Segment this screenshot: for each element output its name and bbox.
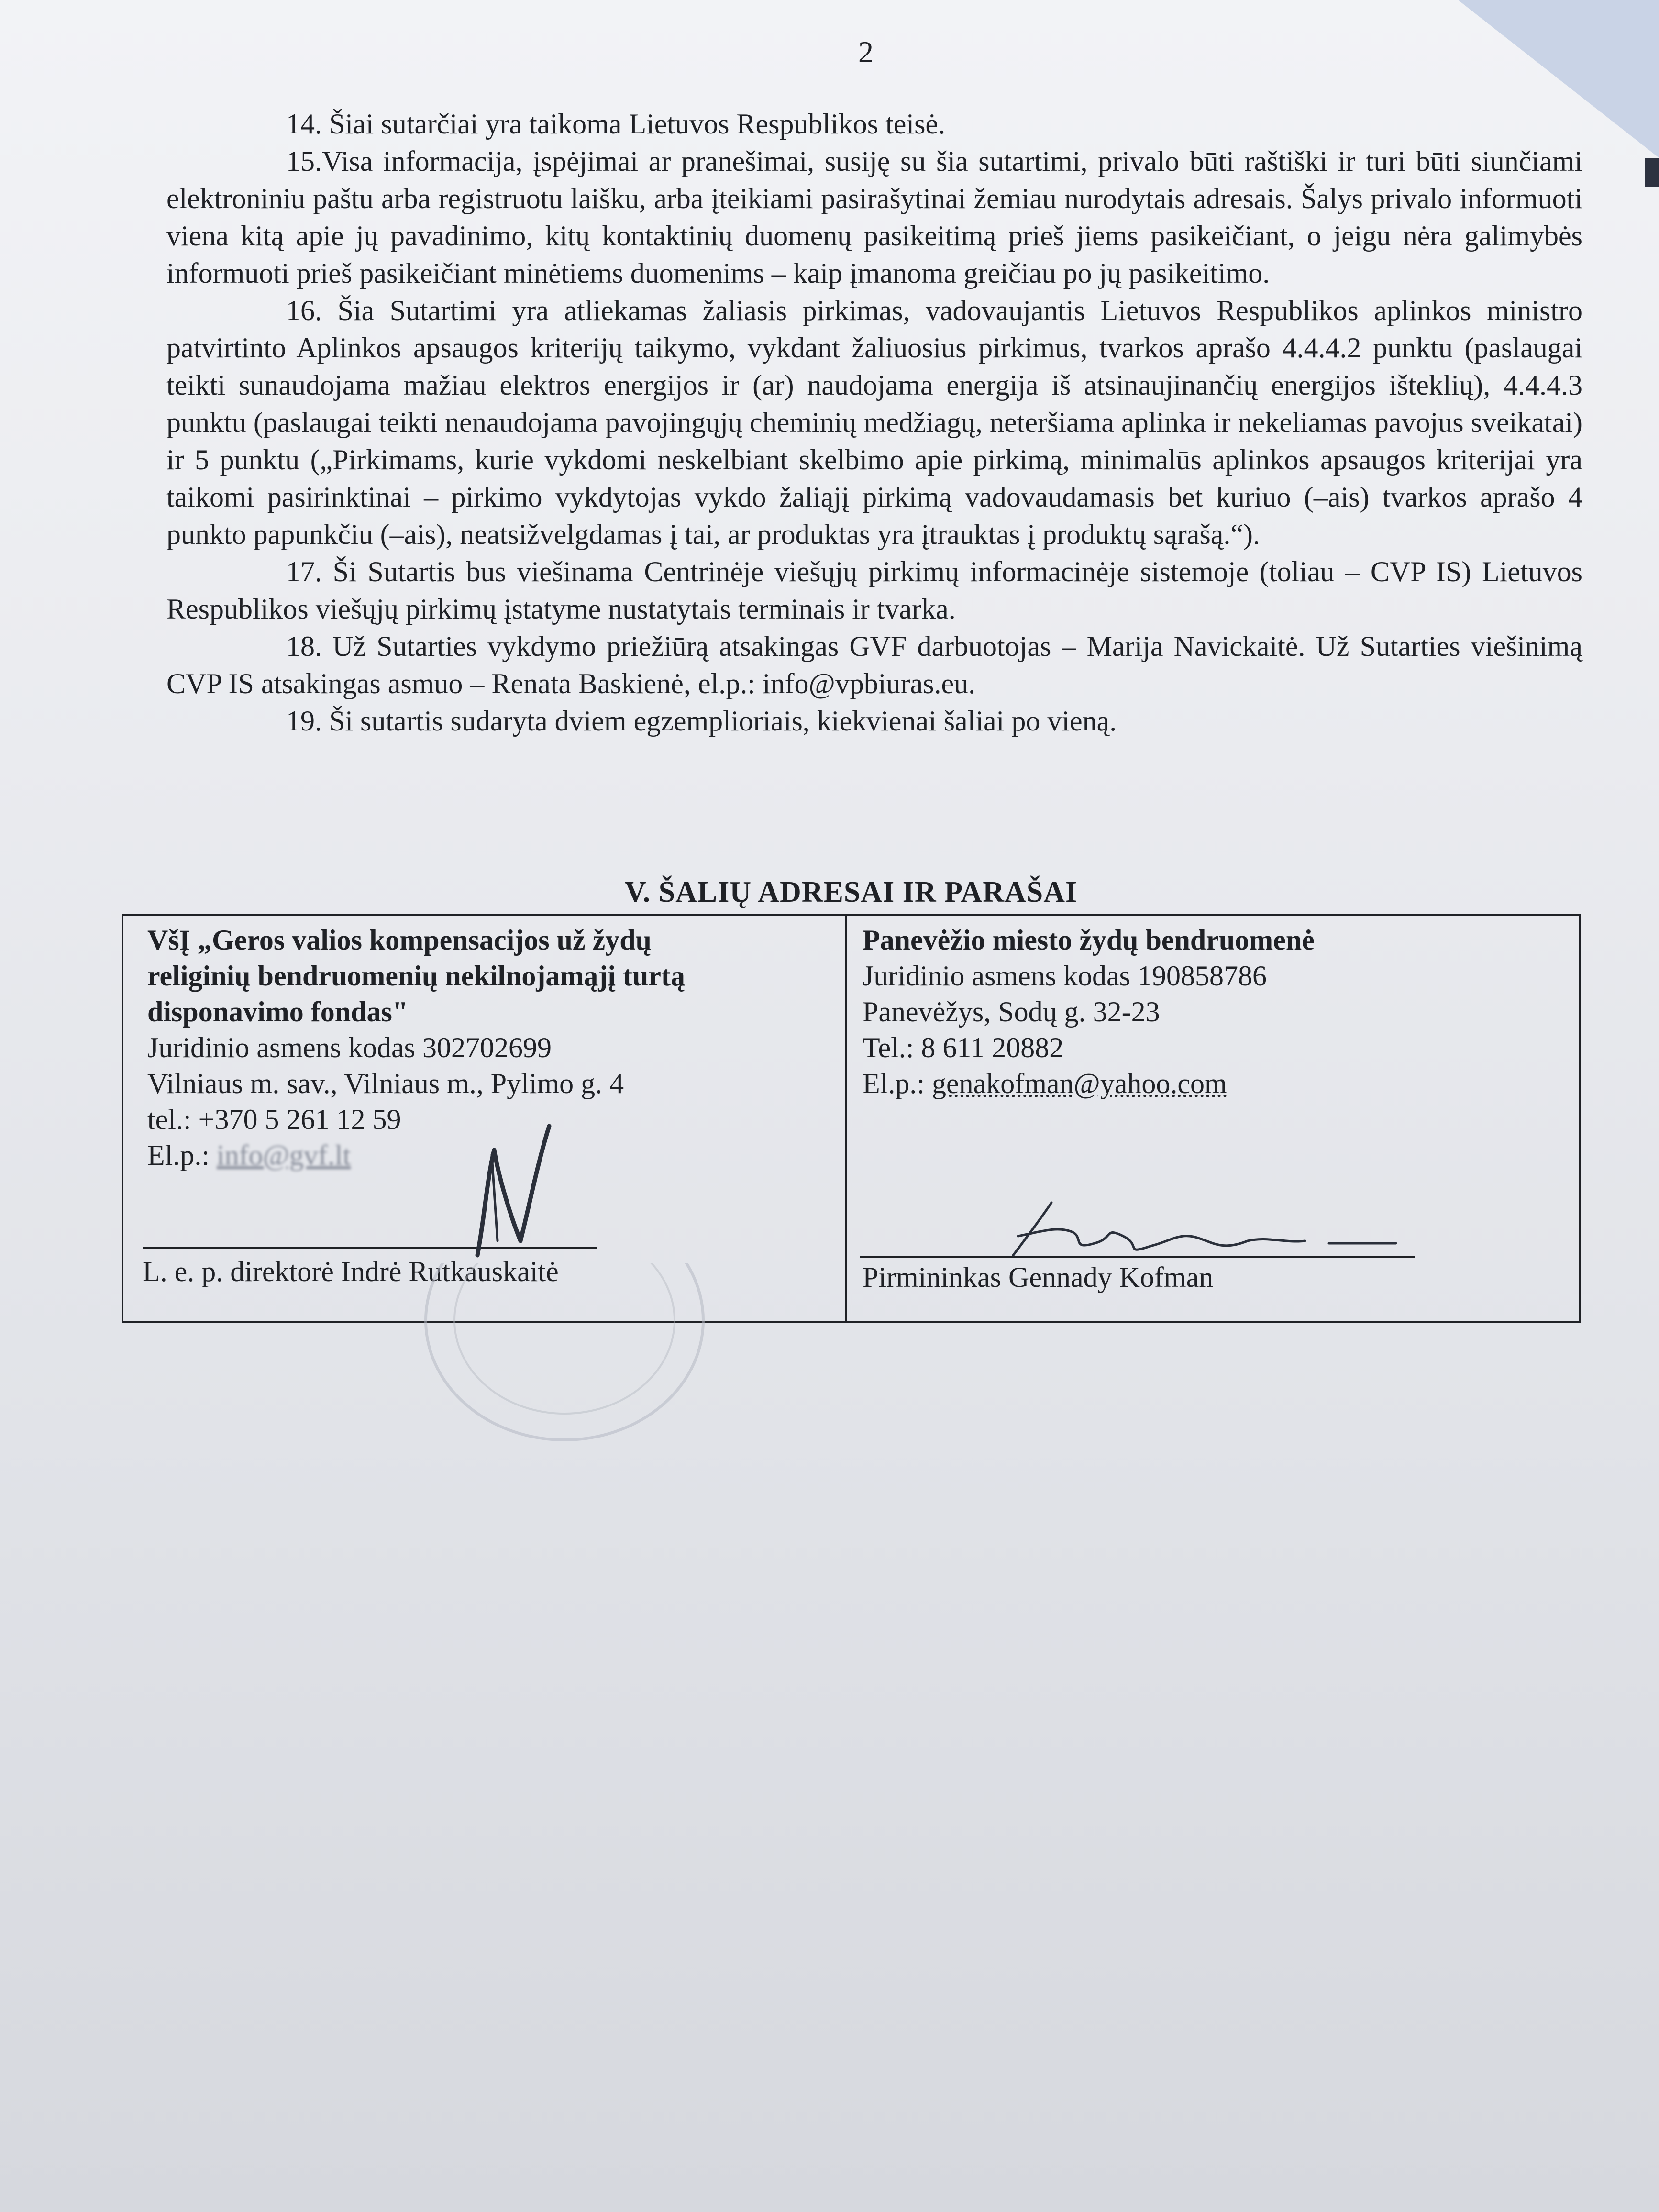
page-edge-shadow [1645, 158, 1659, 187]
faint-stamp [392, 1263, 737, 1464]
contract-clauses [166, 105, 1582, 740]
left-signatory: L. e. p. direktorė Indrė Rutkauskaitė [143, 1256, 559, 1287]
page-number: 2 [858, 35, 874, 69]
clause-16: 16. Šia Sutartimi yra atliekamas žaliasis pirkimas, vadovaujantis Lietuvos Respublikos aplinkos ministro patvirtinto Aplinkos apsaugos kriterijų taikymo, vykdant žaliuosius pirkimus, tvarkos aprašo 4.4.4.2 punktu (paslaugai teikti sunaudojama mažiau elektros energijos ir (ar) naudojama energija iš atsinaujinančių energijos išteklių), 4.4.4.3 punktu (paslaugai teikti nenaudojama pavojingųjų cheminių medžiagų, neteršiama aplinka ir nekeliamas pavojus sveikatai) ir 5 punktu („Pirkimams, kurie vykdomi neskelbiant skelbimo apie pirkimą, minimalūs aplinkos apsaugos kriterijai yra taikomi pasirinktinai – pirkimo vykdytojas vykdo žaliąjį pirkimą vadovaudamasis bet kuriuo (–ais) tvarkos aprašo 4 punkto papunkčiu (–ais), neatsižvelgdamas į tai, ar produktas yra įtrauktas į produktų sąrašą.“). [166, 295, 1582, 550]
party-right-email-row [863, 1066, 1547, 1102]
section-title: V. ŠALIŲ ADRESAI IR PARAŠAI [624, 876, 1078, 908]
party-left-email-label: El.p.: [147, 1139, 210, 1171]
table-divider [845, 916, 847, 1321]
clause-14: 14. Šiai sutarčiai yra taikoma Lietuvos Respublikos teisė. [286, 108, 946, 140]
right-signature [999, 1198, 1401, 1274]
parties-table [122, 914, 1581, 1323]
party-left-phone: tel.: +370 5 261 12 59 [147, 1104, 401, 1135]
party-left-code: Juridinio asmens kodas 302702699 [147, 1032, 552, 1063]
party-right-details [863, 922, 1547, 1102]
clause-17: 17. Ši Sutartis bus viešinama Centrinėje viešųjų pirkimų informacinėje sistemoje (toliau – CVP IS) Lietuvos Respublikos viešųjų pirkimų įstatyme nustatytais terminais ir tvarka. [166, 556, 1582, 625]
party-right-phone: Tel.: 8 611 20882 [863, 1032, 1064, 1063]
party-right-email[interactable]: genakofman@yahoo.com [932, 1068, 1227, 1099]
party-left-name-line3: disponavimo fondas" [147, 996, 409, 1028]
party-right-name: Panevėžio miesto žydų bendruomenė [863, 924, 1315, 956]
party-right-email-label: El.p.: [863, 1068, 925, 1099]
party-left-address: Vilniaus m. sav., Vilniaus m., Pylimo g. 4 [147, 1068, 624, 1099]
party-right-address: Panevėžys, Sodų g. 32-23 [863, 996, 1160, 1028]
party-left-email[interactable]: info@gvf.lt [217, 1139, 351, 1171]
party-left-name-line2: religinių bendruomenių nekilnojamąjį turtą [147, 960, 686, 992]
left-signature [458, 1121, 583, 1265]
party-left-name-line1: VšĮ „Geros valios kompensacijos už žydų [147, 924, 652, 956]
party-right-code: Juridinio asmens kodas 190858786 [863, 960, 1267, 992]
clause-15: 15.Visa informacija, įspėjimai ar pranešimai, susiję su šia sutartimi, privalo būti raštiški ir turi būti siunčiami elektroniniu paštu arba registruotu laišku, arba įteikiami pasirašytinai žemiau nurodytais adresais. Šalys privalo informuoti viena kitą apie jų pavadinimo, kitų kontaktinių duomenų pasikeitimą prieš jiems pasikeičiant, o jeigu nėra galimybės informuoti prieš pasikeičiant minėtiems duomenims – kaip įmanoma greičiau po jų pasikeitimo. [166, 145, 1582, 289]
right-signatory: Pirmininkas Gennady Kofman [863, 1261, 1214, 1293]
clause-18: 18. Už Sutarties vykdymo priežiūrą atsakingas GVF darbuotojas – Marija Navickaitė. Už Sutarties viešinimą CVP IS atsakingas asmuo – Renata Baskienė, el.p.: info@vpbiuras.eu. [166, 630, 1582, 699]
clause-19: 19. Ši sutartis sudaryta dviem egzemplioriais, kiekvienai šaliai po vieną. [286, 705, 1117, 737]
